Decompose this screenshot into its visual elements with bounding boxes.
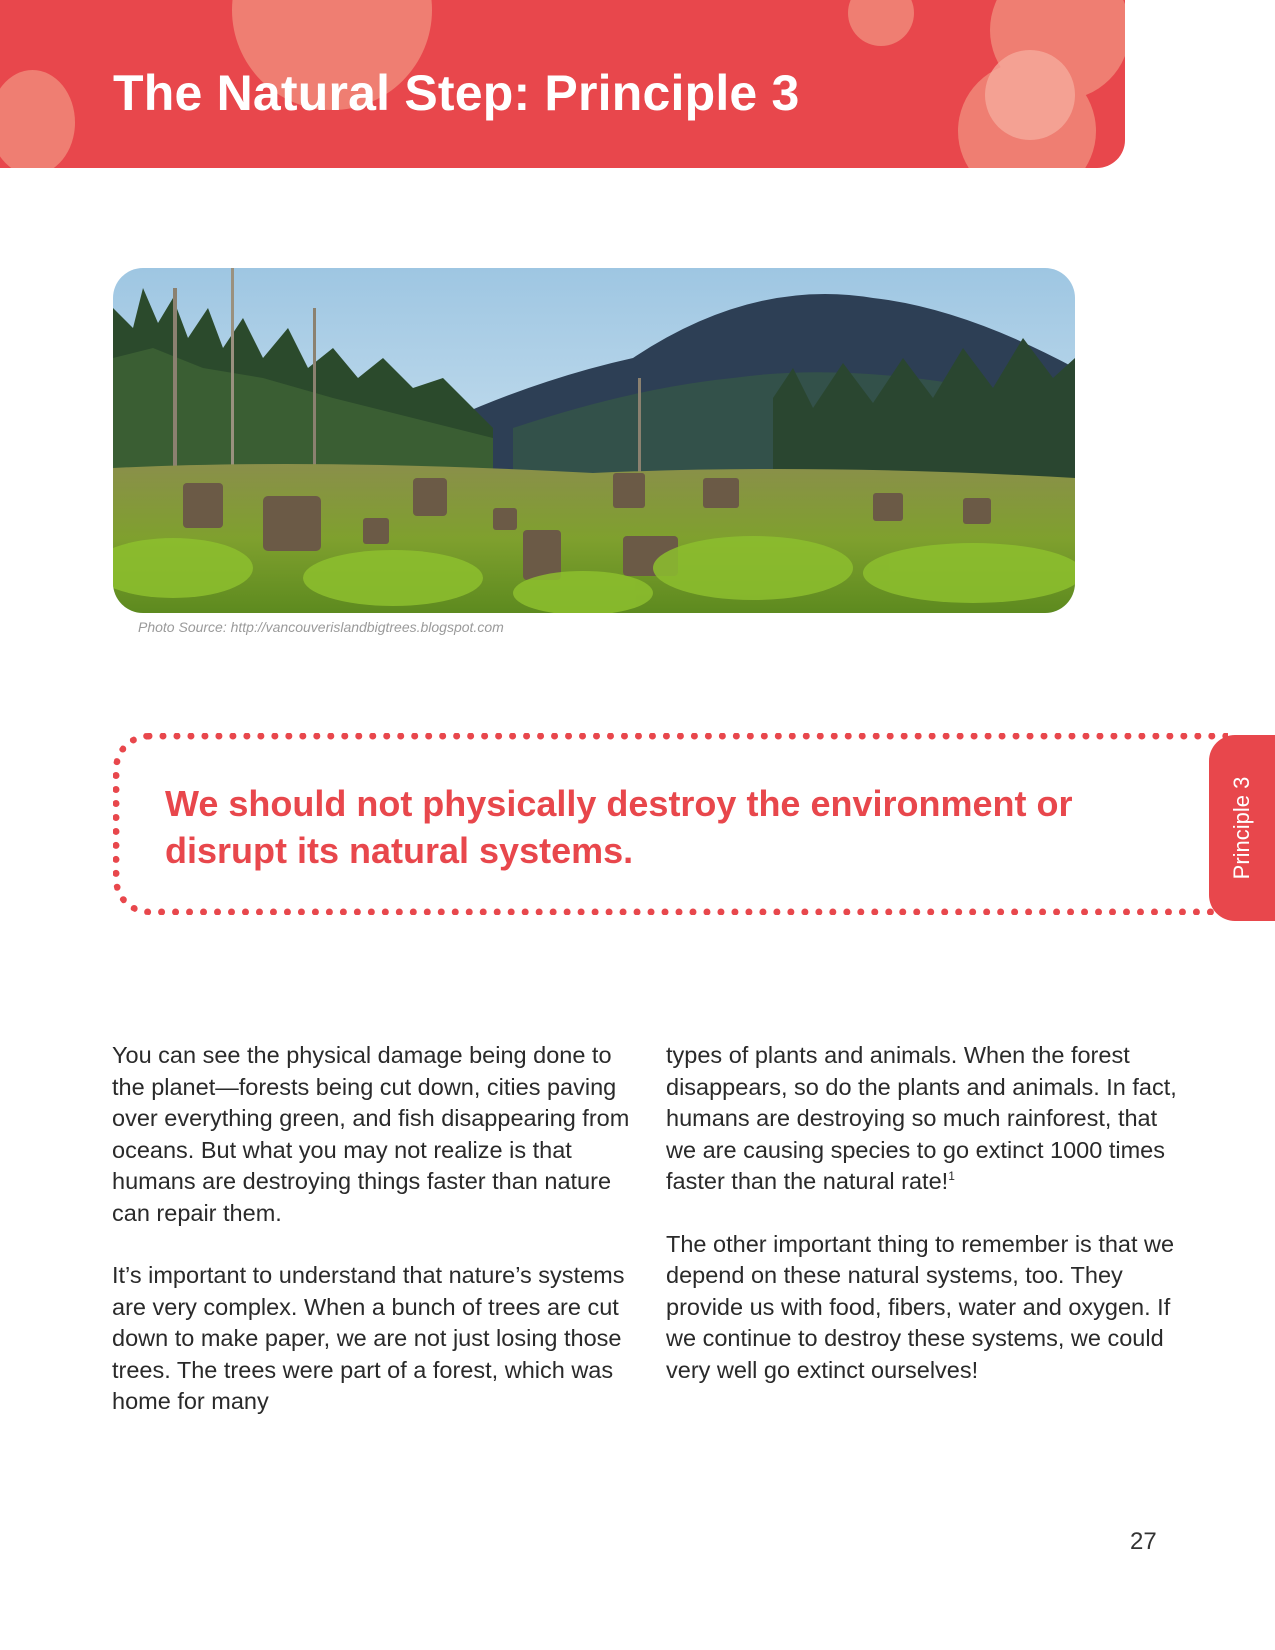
principle-statement: We should not physically destroy the environment or disrupt its natural systems. — [165, 783, 1073, 871]
body-paragraph: The other important thing to remember is that we depend on these natural systems, too. They provide us with food, fibers, water and oxygen. If we continue to destroy these systems, we could very well go extinct ourselves! — [666, 1230, 1175, 1383]
body-paragraph: You can see the physical damage being done to the planet—forests being cut down, cities paving over everything green, and fish disappearing from oceans. But what you may not realize is that humans are destroying things faster than nature can repair them. — [112, 1042, 630, 1226]
body-column-right — [666, 1040, 1186, 1417]
body-column-left — [112, 1040, 632, 1449]
header-banner — [0, 0, 1125, 168]
body-paragraph-text: types of plants and animals. When the forest disappears, so do the plants and animals. In fact, humans are destroying so much rainforest, that we are causing species to go extinct 1000 times faster than the natural rate! — [666, 1042, 1177, 1194]
decor-bubble — [985, 50, 1075, 140]
body-paragraph: It’s important to understand that nature’s systems are very complex. When a bunch of trees are cut down to make paper, we are not just losing those trees. The trees were part of a forest, which was home for many — [112, 1262, 625, 1414]
footnote-mark: 1 — [948, 1169, 955, 1184]
page-title: The Natural Step: Principle 3 — [113, 65, 800, 121]
forest-clearcut-photo — [113, 268, 1075, 613]
decor-bubble — [848, 0, 914, 46]
side-tab-label: Principle 3 — [1229, 776, 1254, 880]
side-tab — [1209, 735, 1275, 921]
photo-caption: Photo Source: http://vancouverislandbigtrees.blogspot.com — [138, 619, 504, 635]
body-paragraph — [666, 1040, 1186, 1198]
decor-bubble — [0, 70, 75, 168]
page-number: 27 — [1130, 1528, 1157, 1555]
